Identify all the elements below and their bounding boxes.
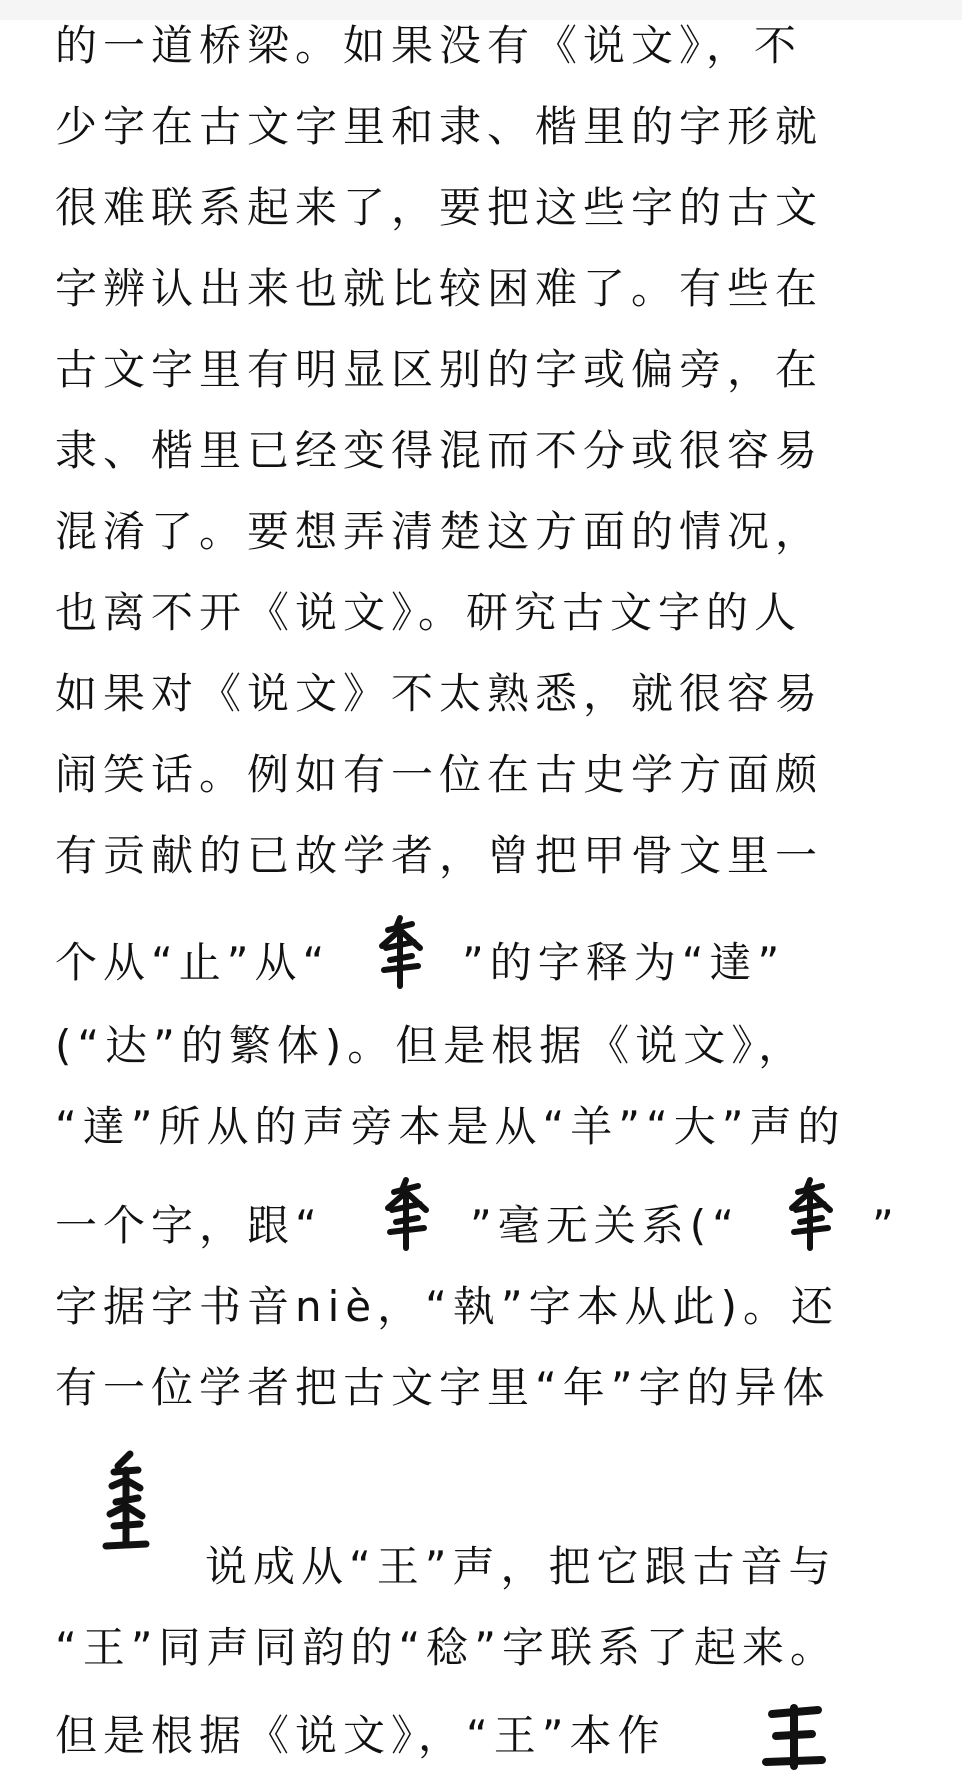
ancient-glyph-nie-image [770,1174,850,1252]
text-line-18: 说成从“王”声，把它跟古音与 [205,1542,837,1591]
text-line-19: “王”同声同韵的“稔”字联系了起来。 [55,1623,839,1672]
text-line-9: 如果对《说文》不太熟悉，就很容易 [55,669,824,718]
text-line-13: (“达”的繁体)。但是根据《说文》， [55,1021,807,1070]
top-status-strip [0,0,962,20]
text-line-5: 古文字里有明显区别的字或偏旁，在 [55,345,824,394]
text-line-6: 隶、楷里已经变得混而不分或很容易 [55,426,824,475]
text-line-8: 也离不开《说文》。研究古文字的人 [55,588,803,637]
text-line-15a: 一个字，跟“ [55,1201,323,1250]
text-line-7: 混淆了。要想弄清楚这方面的情况， [55,507,824,556]
text-line-2: 少字在古文字里和隶、楷里的字形就 [55,102,824,151]
ancient-glyph-nian-variant-image [96,1450,156,1560]
text-line-20: 但是根据《说文》，“王”本作 [55,1711,666,1760]
text-line-3: 很难联系起来了，要把这些字的古文 [55,183,824,232]
ancient-glyph-ting-image [760,1700,830,1770]
text-line-16: 字据字书音niè，“執”字本从此)。还 [55,1282,840,1331]
text-line-4: 字辨认出来也就比较困难了。有些在 [55,264,824,313]
text-line-17: 有一位学者把古文字里“年”字的异体 [55,1363,831,1412]
text-line-1: 的一道桥梁。如果没有《说文》，不 [55,21,803,70]
ancient-glyph-nie-image [366,1174,446,1252]
text-line-12b: ”的字释为“達” [462,938,786,987]
text-line-14: “達”所从的声旁本是从“羊”“大”声的 [55,1102,846,1151]
ancient-glyph-nie-image [360,912,440,990]
text-line-12a: 个从“止”从“ [55,938,331,987]
text-line-15c: ” [872,1201,900,1250]
text-line-10: 闹笑话。例如有一位在古史学方面颇 [55,750,824,799]
text-line-11: 有贡献的已故学者，曾把甲骨文里一 [55,831,824,880]
text-line-15b: ”毫无关系(“ [470,1201,740,1250]
